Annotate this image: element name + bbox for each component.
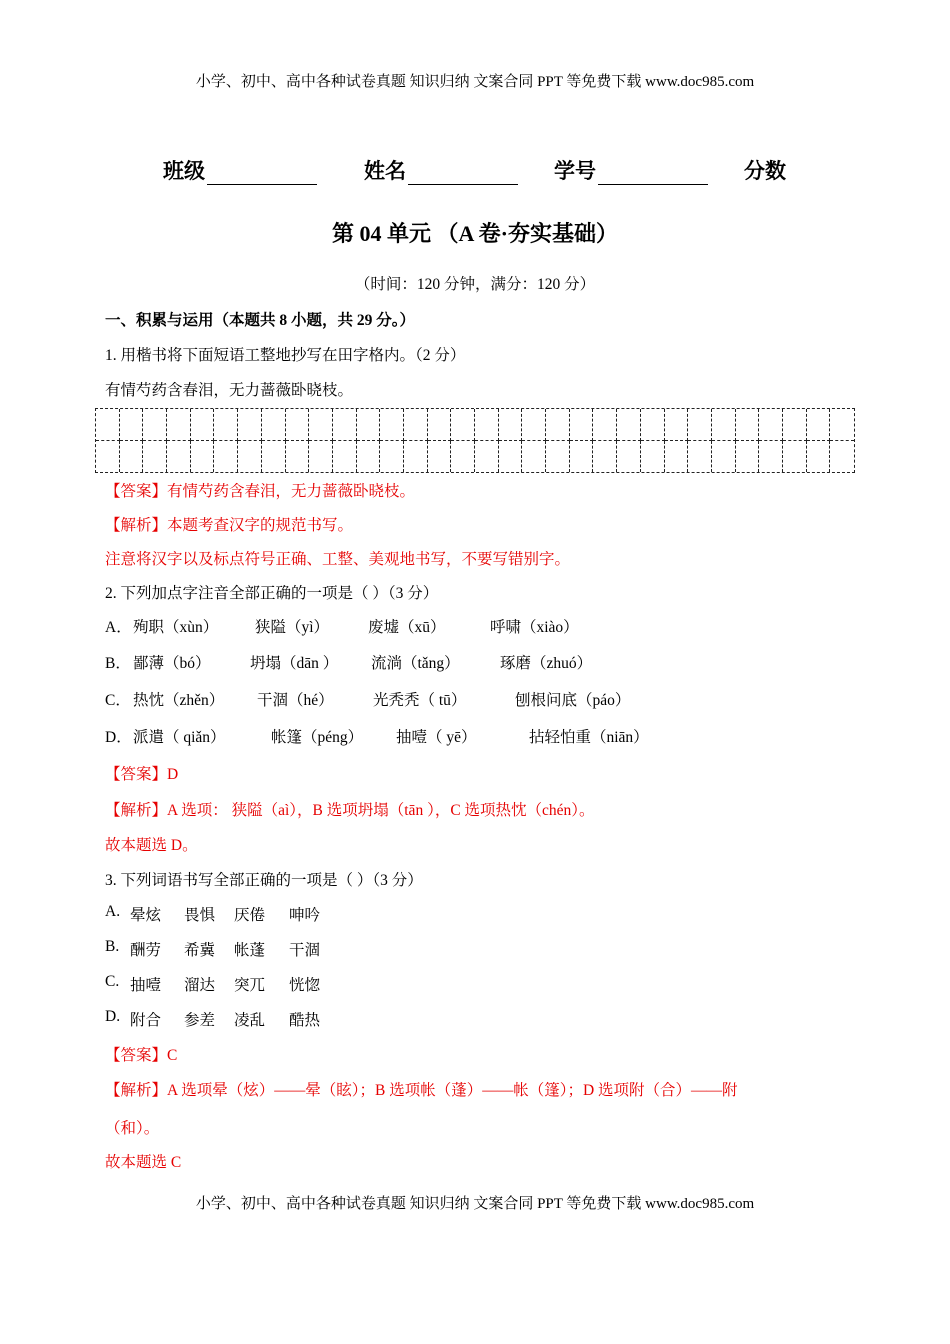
grid-cell[interactable] [641, 441, 665, 473]
option-item: 光秃秃（ tū） [373, 692, 467, 709]
grid-cell[interactable] [333, 441, 357, 473]
grid-cell[interactable] [96, 441, 120, 473]
analysis-text: A 选项： 狭隘（aì），B 选项坍塌（tān ），C 选项热忱（chén）。 [167, 802, 595, 819]
answer-tag: 【答案】 [105, 1047, 168, 1064]
grid-cell[interactable] [143, 441, 167, 473]
class-label: 班级 [163, 159, 205, 183]
page-header: 小学、初中、高中各种试卷真题 知识归纳 文案合同 PPT 等免费下载 www.doc985.com [195, 74, 755, 90]
grid-cell[interactable] [830, 409, 854, 441]
option-item: 参差 [184, 1012, 216, 1029]
q1-question: 1. 用楷书将下面短语工整地抄写在田字格内。（2 分） [105, 347, 466, 364]
option-item: 帐篷（péng） [271, 729, 364, 746]
option-item: 坍塌（dān ） [250, 655, 339, 672]
grid-cell[interactable] [333, 409, 357, 441]
grid-cell[interactable] [499, 409, 523, 441]
grid-cell[interactable] [167, 441, 191, 473]
option-item: 刨根问底（páo） [515, 692, 631, 709]
option-item: 溜达 [184, 977, 216, 994]
grid-cell[interactable] [286, 441, 310, 473]
grid-cell[interactable] [309, 409, 333, 441]
grid-cell[interactable] [475, 409, 499, 441]
option-label: B. [105, 938, 120, 955]
grid-cell[interactable] [191, 441, 215, 473]
q1-note: 注意将汉字以及标点符号正确、工整、美观地书写，不要写错别字。 [105, 551, 571, 568]
grid-cell[interactable] [783, 409, 807, 441]
grid-cell[interactable] [451, 441, 475, 473]
grid-cell[interactable] [570, 409, 594, 441]
option-item: 厌倦 [234, 907, 266, 924]
answer-tag: 【答案】 [105, 766, 168, 783]
grid-cell[interactable] [451, 409, 475, 441]
option-label: C． [105, 692, 131, 709]
grid-cell[interactable] [522, 409, 546, 441]
option-item: 帐蓬 [234, 942, 266, 959]
option-item: 热忱（zhěn） [133, 692, 225, 709]
grid-cell[interactable] [357, 409, 381, 441]
grid-cell[interactable] [475, 441, 499, 473]
name-blank[interactable] [408, 164, 518, 185]
grid-cell[interactable] [736, 441, 760, 473]
option-item: 抽噎（ yē） [396, 729, 477, 746]
grid-cell[interactable] [617, 441, 641, 473]
grid-cell[interactable] [807, 441, 831, 473]
grid-cell[interactable] [593, 409, 617, 441]
analysis-tag: 【解析】 [105, 802, 168, 819]
q3-analysis-cont: （和）。 [105, 1120, 160, 1137]
grid-cell[interactable] [380, 441, 404, 473]
option-item: 酬劳 [130, 942, 162, 959]
q1-answer: 【答案】有情芍药含春泪，无力蔷薇卧晓枝。 [105, 483, 416, 500]
page-title: 第 04 单元 （A 卷·夯实基础） [331, 221, 618, 246]
grid-cell[interactable] [499, 441, 523, 473]
option-item: 派遣（ qiǎn） [133, 729, 226, 746]
analysis-text: A 选项晕（炫）——晕（眩）；B 选项帐（蓬）——帐（篷）；D 选项附（合）——附 [167, 1082, 738, 1099]
grid-cell[interactable] [546, 409, 570, 441]
grid-cell[interactable] [404, 409, 428, 441]
option-item: 干涸 [289, 942, 321, 959]
q2-conclusion: 故本题选 D。 [105, 837, 198, 854]
q1-analysis: 【解析】本题考查汉字的规范书写。 [105, 517, 354, 534]
grid-cell[interactable] [688, 409, 712, 441]
grid-cell[interactable] [96, 409, 120, 441]
q3-question: 3. 下列词语书写全部正确的一项是（ ）（3 分） [105, 872, 423, 889]
grid-cell[interactable] [262, 409, 286, 441]
q3-analysis [105, 1078, 738, 1100]
name-label: 姓名 [364, 159, 406, 183]
class-field [163, 155, 317, 185]
option-label: A． [105, 619, 132, 636]
option-item: 呼啸（xiào） [490, 619, 579, 636]
option-item: 酷热 [289, 1012, 321, 1029]
grid-cell[interactable] [191, 409, 215, 441]
answer-value: D [167, 766, 179, 783]
option-item: 琢磨（zhuó） [500, 655, 593, 672]
option-item: 晕炫 [130, 907, 162, 924]
grid-cell[interactable] [593, 441, 617, 473]
grid-cell[interactable] [759, 441, 783, 473]
option-label: B． [105, 655, 131, 672]
grid-cell[interactable] [143, 409, 167, 441]
q2-analysis [105, 798, 595, 820]
grid-cell[interactable] [380, 409, 404, 441]
option-item: 抽噎 [130, 977, 162, 994]
score-label: 分数 [744, 159, 786, 183]
option-label: D． [105, 729, 132, 746]
grid-cell[interactable] [357, 441, 381, 473]
option-label: D. [105, 1008, 121, 1025]
option-label: C. [105, 973, 120, 990]
page-footer: 小学、初中、高中各种试卷真题 知识归纳 文案合同 PPT 等免费下载 www.doc985.com [195, 1196, 755, 1212]
grid-cell[interactable] [286, 409, 310, 441]
grid-cell[interactable] [570, 441, 594, 473]
grid-cell[interactable] [120, 441, 144, 473]
q3-conclusion: 故本题选 C [105, 1154, 182, 1171]
q3-answer [105, 1043, 177, 1065]
option-item: 拈轻怕重（niān） [529, 729, 649, 746]
grid-cell[interactable] [262, 441, 286, 473]
grid-cell[interactable] [428, 409, 452, 441]
option-item: 流淌（tǎng） [371, 655, 460, 672]
id-label: 学号 [554, 159, 596, 183]
grid-cell[interactable] [546, 441, 570, 473]
q2-answer [105, 762, 178, 784]
id-blank[interactable] [598, 164, 708, 185]
subtitle: （时间：120 分钟，满分：120 分） [354, 276, 596, 293]
tianzige-grid[interactable] [95, 408, 855, 473]
option-item: 恍惚 [289, 977, 321, 994]
grid-cell[interactable] [238, 409, 262, 441]
grid-cell[interactable] [641, 409, 665, 441]
option-item: 鄙薄（bó） [133, 655, 211, 672]
grid-cell[interactable] [167, 409, 191, 441]
grid-cell[interactable] [759, 409, 783, 441]
grid-cell[interactable] [238, 441, 262, 473]
grid-cell[interactable] [214, 409, 238, 441]
option-item: 凌乱 [234, 1012, 266, 1029]
q2-question: 2. 下列加点字注音全部正确的一项是（ ）（3 分） [105, 585, 439, 602]
option-item: 希冀 [184, 942, 216, 959]
option-item: 殉职（xùn） [133, 619, 219, 636]
q1-text: 有情芍药含春泪，无力蔷薇卧晓枝。 [105, 382, 354, 399]
grid-cell[interactable] [807, 409, 831, 441]
grid-cell[interactable] [617, 409, 641, 441]
answer-value: C [167, 1047, 178, 1064]
class-blank[interactable] [207, 164, 317, 185]
grid-cell[interactable] [665, 441, 689, 473]
grid-cell[interactable] [736, 409, 760, 441]
grid-cell[interactable] [404, 441, 428, 473]
id-field [554, 155, 708, 185]
option-item: 狭隘（yì） [255, 619, 330, 636]
option-item: 呻吟 [289, 907, 321, 924]
option-item: 突兀 [234, 977, 266, 994]
option-item: 附合 [130, 1012, 162, 1029]
grid-cell[interactable] [522, 441, 546, 473]
grid-cell[interactable] [712, 441, 736, 473]
option-item: 干涸（hé） [257, 692, 334, 709]
grid-cell[interactable] [428, 441, 452, 473]
grid-cell[interactable] [783, 441, 807, 473]
option-label: A. [105, 903, 121, 920]
section-heading: 一、积累与运用（本题共 8 小题，共 29 分。） [105, 312, 416, 329]
option-item: 废墟（xū） [368, 619, 446, 636]
grid-cell[interactable] [120, 409, 144, 441]
option-item: 畏惧 [184, 907, 216, 924]
grid-cell[interactable] [830, 441, 854, 473]
name-field [364, 155, 518, 185]
grid-cell[interactable] [665, 409, 689, 441]
grid-cell[interactable] [712, 409, 736, 441]
grid-cell[interactable] [688, 441, 712, 473]
grid-cell[interactable] [309, 441, 333, 473]
analysis-tag: 【解析】 [105, 1082, 168, 1099]
grid-cell[interactable] [214, 441, 238, 473]
